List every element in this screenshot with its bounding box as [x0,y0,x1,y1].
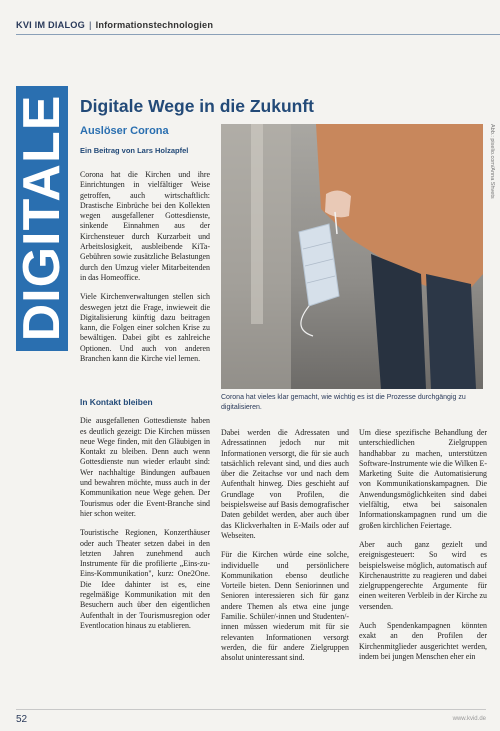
vertical-banner-text: DIGITALE [13,94,71,342]
section-heading: In Kontakt bleiben [80,397,153,407]
intro-paragraph-1: Corona hat die Kirchen und ihre Einrichtungen in vielfältiger Weise getroffen, auch wirtschaftlich: Drastische Einbrüche bei den Kollekten wegen ausgefallener Gottesdienste, sinkende Einnahmen aus der Kirchensteuer durch Kurzarbeit und Arbeitslosigkeit, ausbleibende KiTa-Gebühren sowie zusätzliche Belastungen durch den Umzug vieler Mitarbeitenden in das Homeoffice. [80,170,210,282]
photo-caption: Corona hat vieles klar gemacht, wie wichtig es ist die Prozesse durchgängig zu digitalisieren. [221,394,466,411]
article-subtitle: Auslöser Corona [80,125,169,137]
article-photo [221,124,483,389]
footer-rule [16,709,486,710]
photo-credit: Abb.: pixelio.com/Anna Shvets [489,124,495,199]
column-1-paragraph-1: Die ausgefallenen Gottesdienste haben es deutlich gezeigt: Die Kirchen müssen neue Wege finden, mit den Gläubigen in Kontakt zu bleiben. Denn auch wenn Gottesdienste nun wieder erlaubt sind: Wer nachhaltige Bindungen aufbauen und bewahren möchte, muss auch in der Kommunikation neue Wege gehen. Der Tourismus oder die Event-Branche sind hier schon weiter. [80,416,210,518]
column-2-paragraph-1: Dabei werden die Adressaten und Adressatinnen jedoch nur mit Informationen versorgt, die für sie auch tatsächlich relevant sind, und dies auch über die Zeitachse vor und nach dem Aufenthalt hinweg. Dies geschieht auf Grundlage von Profilen, die beispielsweise auf Basis demografischer Daten gebildet werden, aber auch über das Klickverhalten in E-Mails oder auf Webseiten. [221,428,349,540]
article-author: Ein Beitrag von Lars Holzapfel [80,146,189,155]
column-3-paragraph-3: Auch Spendenkampagnen könnten exakt an den Profilen der Kirchenmitglieder ausgerichtet werden, indem bei jungen Menschen eher ein [359,621,487,661]
column-2-paragraph-2: Für die Kirchen würde eine solche, individuelle und persönlichere Kommunikation ebenso deutliche Vorteile bieten. Denn Seniorinnen und Senioren interessieren sich für ganz andere Themen als etwa eine junge Familie. Schüler/-innen und Studenten/-innen müssen wiederum mit für sie relevanten Informationen versorgt werden, die für andere Zielgruppen absolut uninteressant sind. [221,550,349,663]
magazine-name: KVI IM DIALOG [16,20,85,30]
article-title: Digitale Wege in die Zukunft [80,96,314,116]
hand-shape [325,190,351,217]
footer-url[interactable]: www.kvid.de [452,716,486,722]
section-name: Informationstechnologien [95,20,214,30]
header-separator: | [88,20,92,30]
intro-column [80,170,210,373]
intro-paragraph-2: Viele Kirchenverwaltungen stellen sich deswegen jetzt die Frage, inwieweit die Digitalisierung künftig dazu beitragen kann, die Folgen einer solchen Krise zu bewältigen. Dabei gibt es zahlreiche Optionen. Und auch von anderen Branchen kann die Kirche viel lernen. [80,292,210,364]
photo-illustration [221,124,483,389]
page-number: 52 [16,714,28,725]
jeans-right [426,274,476,389]
header-bar [16,18,500,32]
column-3-paragraph-1: Um diese spezifische Behandlung der unterschiedlichen Zielgruppen handhabbar zu machen, unterstützen Software-Instrumente wie die Wilken E-Marketing Suite die Automatisierung von Kommunikationskampagnen. Die Anwendungsmöglichkeiten sind dabei vielfältig, etwa bei saisonalen Informationskampagnen rund um die großen kirchlichen Feiertage. [359,428,487,530]
column-1-paragraph-2: Touristische Regionen, Konzerthäuser oder auch Theater setzen dabei in den letzten Jahren zunehmend auch Instrumente für die profilierte „Eins-zu-Eins-Kommunikation", kurz: One2One. Die Idee dahinter ist es, eine regelmäßige Kommunikation mit den Besuchern auch über den eigentlichen Aufenthalt in der Tourismusregion oder Eventlocation hinaus zu etablieren. [80,528,210,630]
header-rule [16,34,500,35]
column-2 [221,428,349,673]
column-1 [80,397,210,640]
column-3-paragraph-2: Aber auch ganz gezielt und ereignisgesteuert: So wird es beispielsweise möglich, automatisch auf Kirchenaustritte zu reagieren und dabei zielgruppengerechte Argumente für einen weiteren Verbleib in der Kirche zu versenden. [359,539,487,611]
column-3 [359,428,487,671]
